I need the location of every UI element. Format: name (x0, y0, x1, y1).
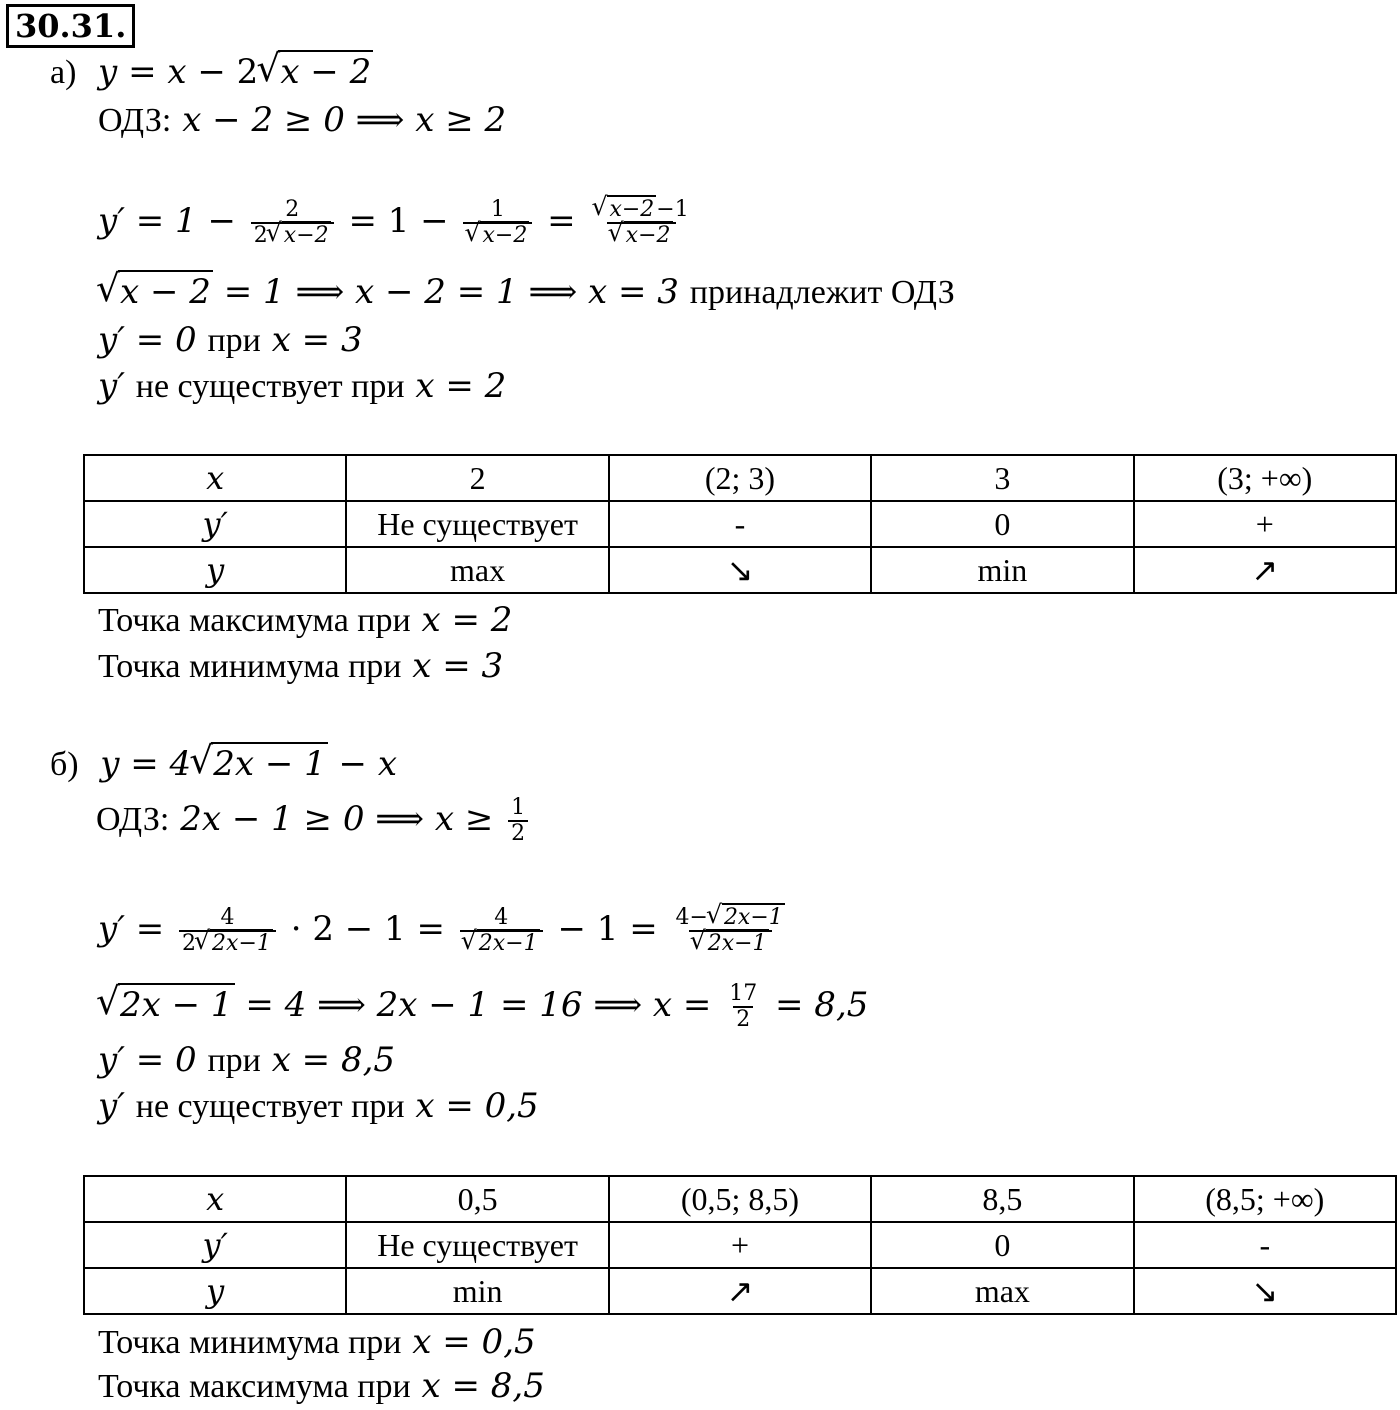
part-a-solve-expr: = 1 ⟹ x − 2 = 1 ⟹ x = 3 (212, 272, 690, 312)
part-a-deriv-frac-3: √ x−2−1 √ x−2 (590, 198, 691, 248)
table-cell: x (84, 455, 346, 501)
table-cell: y′ (84, 1222, 346, 1268)
table-cell: 0 (871, 501, 1133, 547)
table-row (84, 501, 1396, 547)
table-row (84, 1222, 1396, 1268)
part-a-func-eq: = (117, 52, 168, 92)
part-a-solve-radical: √ x − 2 (98, 272, 213, 312)
part-a-deriv-frac-1: $\frac{2}{2√ x-2}$ (251, 198, 334, 248)
table-cell: (0,5; 8,5) (609, 1176, 871, 1222)
part-b-func-radical: √ 2x − 1 (191, 744, 328, 784)
part-a-func-coef: − 2 (186, 52, 259, 92)
part-b-derivative: y′ = $\frac{4}{2√ 2x-1}$ · 2 − 1 = 4 √ 2x−1 − 1 = 4−√ 2x−1 √ 2x−1 (98, 906, 792, 956)
part-a-function-line (50, 52, 373, 93)
part-b-sign-table (83, 1175, 1397, 1315)
table-cell: max (871, 1268, 1133, 1314)
table-cell: - (609, 501, 871, 547)
part-b-label: б) (50, 746, 79, 783)
table-cell: 0,5 (346, 1176, 608, 1222)
part-b-zero-line: y′ = 0 при x = 8,5 (98, 1040, 396, 1080)
part-b-deriv-frac-1: $\frac{4}{2√ 2x-1}$ (179, 906, 276, 956)
part-a-solve-note: принадлежит ОДЗ (689, 274, 955, 311)
part-a-func-x: x (167, 52, 187, 92)
table-cell: x (84, 1176, 346, 1222)
table-cell: y (84, 1268, 346, 1314)
part-a-derivative (98, 198, 696, 248)
table-cell: 8,5 (871, 1176, 1133, 1222)
table-row (84, 455, 1396, 501)
part-b-odz-expr: 2x − 1 ≥ 0 ⟹ x ≥ (180, 799, 494, 839)
part-a-odz (98, 100, 506, 141)
part-a-deriv-frac-2: 1 √ x−2 (463, 198, 532, 248)
table-cell: 0 (871, 1222, 1133, 1268)
table-cell: min (871, 547, 1133, 593)
part-b-odz (96, 796, 532, 846)
table-cell: - (1134, 1222, 1396, 1268)
part-a-func-radical: √ x − 2 (258, 52, 373, 92)
table-cell: Не существует (346, 501, 608, 547)
table-cell: y (84, 547, 346, 593)
part-a-odz-expr: x − 2 ≥ 0 ⟹ x ≥ 2 (182, 100, 507, 140)
part-a-label: а) (50, 54, 77, 91)
part-b-conclusion-min: Точка минимума при x = 0,5 (98, 1322, 536, 1362)
table-cell: 2 (346, 455, 608, 501)
table-cell: min (346, 1268, 608, 1314)
part-b-odz-frac: $\frac{1}{2}$ (508, 796, 528, 846)
part-b-solve: √ 2x − 1 = 4 ⟹ 2x − 1 = 16 ⟹ x = $\frac{17}{2}$ = 8,5 (98, 982, 868, 1032)
part-b-deriv-frac-2: 4 √ 2x−1 (460, 906, 543, 956)
part-b-conclusion-max: Точка максимума при x = 8,5 (98, 1366, 545, 1406)
table-cell: (3; +∞) (1134, 455, 1396, 501)
table-cell: Не существует (346, 1222, 608, 1268)
part-a-dne-line: y′ не существует при x = 2 (98, 366, 507, 406)
part-a-conclusion-min: Точка минимума при x = 3 (98, 646, 504, 686)
part-a-solve (98, 272, 955, 313)
part-b-deriv-frac-3: 4−√ 2x−1 √ 2x−1 (673, 906, 788, 956)
table-cell: (8,5; +∞) (1134, 1176, 1396, 1222)
table-cell: ↘ (609, 547, 871, 593)
table-cell: + (1134, 501, 1396, 547)
table-cell: max (346, 547, 608, 593)
part-a-deriv-eq: = (547, 201, 576, 241)
part-a-sign-table (83, 454, 1397, 594)
part-b-odz-label: ОДЗ: (96, 801, 170, 838)
table-cell: (2; 3) (609, 455, 871, 501)
table-cell: 3 (871, 455, 1133, 501)
table-row (84, 547, 1396, 593)
table-cell: y′ (84, 501, 346, 547)
table-cell: ↗ (609, 1268, 871, 1314)
part-b-function-line: б) y = 4√ 2x − 1 − x (50, 744, 397, 785)
part-a-deriv-mid: = 1 − (348, 201, 449, 241)
problem-number: 30.31. (6, 4, 135, 48)
part-b-solve-frac: $\frac{17}{2}$ (729, 981, 758, 1032)
part-a-conclusion-max: Точка максимума при x = 2 (98, 600, 513, 640)
table-cell: + (609, 1222, 871, 1268)
table-row (84, 1176, 1396, 1222)
table-row (84, 1268, 1396, 1314)
part-b-dne-line: y′ не существует при x = 0,5 (98, 1086, 539, 1126)
table-cell: ↘ (1134, 1268, 1396, 1314)
part-a-zero-line: y′ = 0 при x = 3 (98, 320, 363, 360)
part-a-func-y: y (98, 52, 118, 92)
table-cell: ↗ (1134, 547, 1396, 593)
part-a-deriv-lhs: y′ = 1 − (98, 201, 236, 241)
part-a-odz-label: ОДЗ: (98, 102, 172, 139)
